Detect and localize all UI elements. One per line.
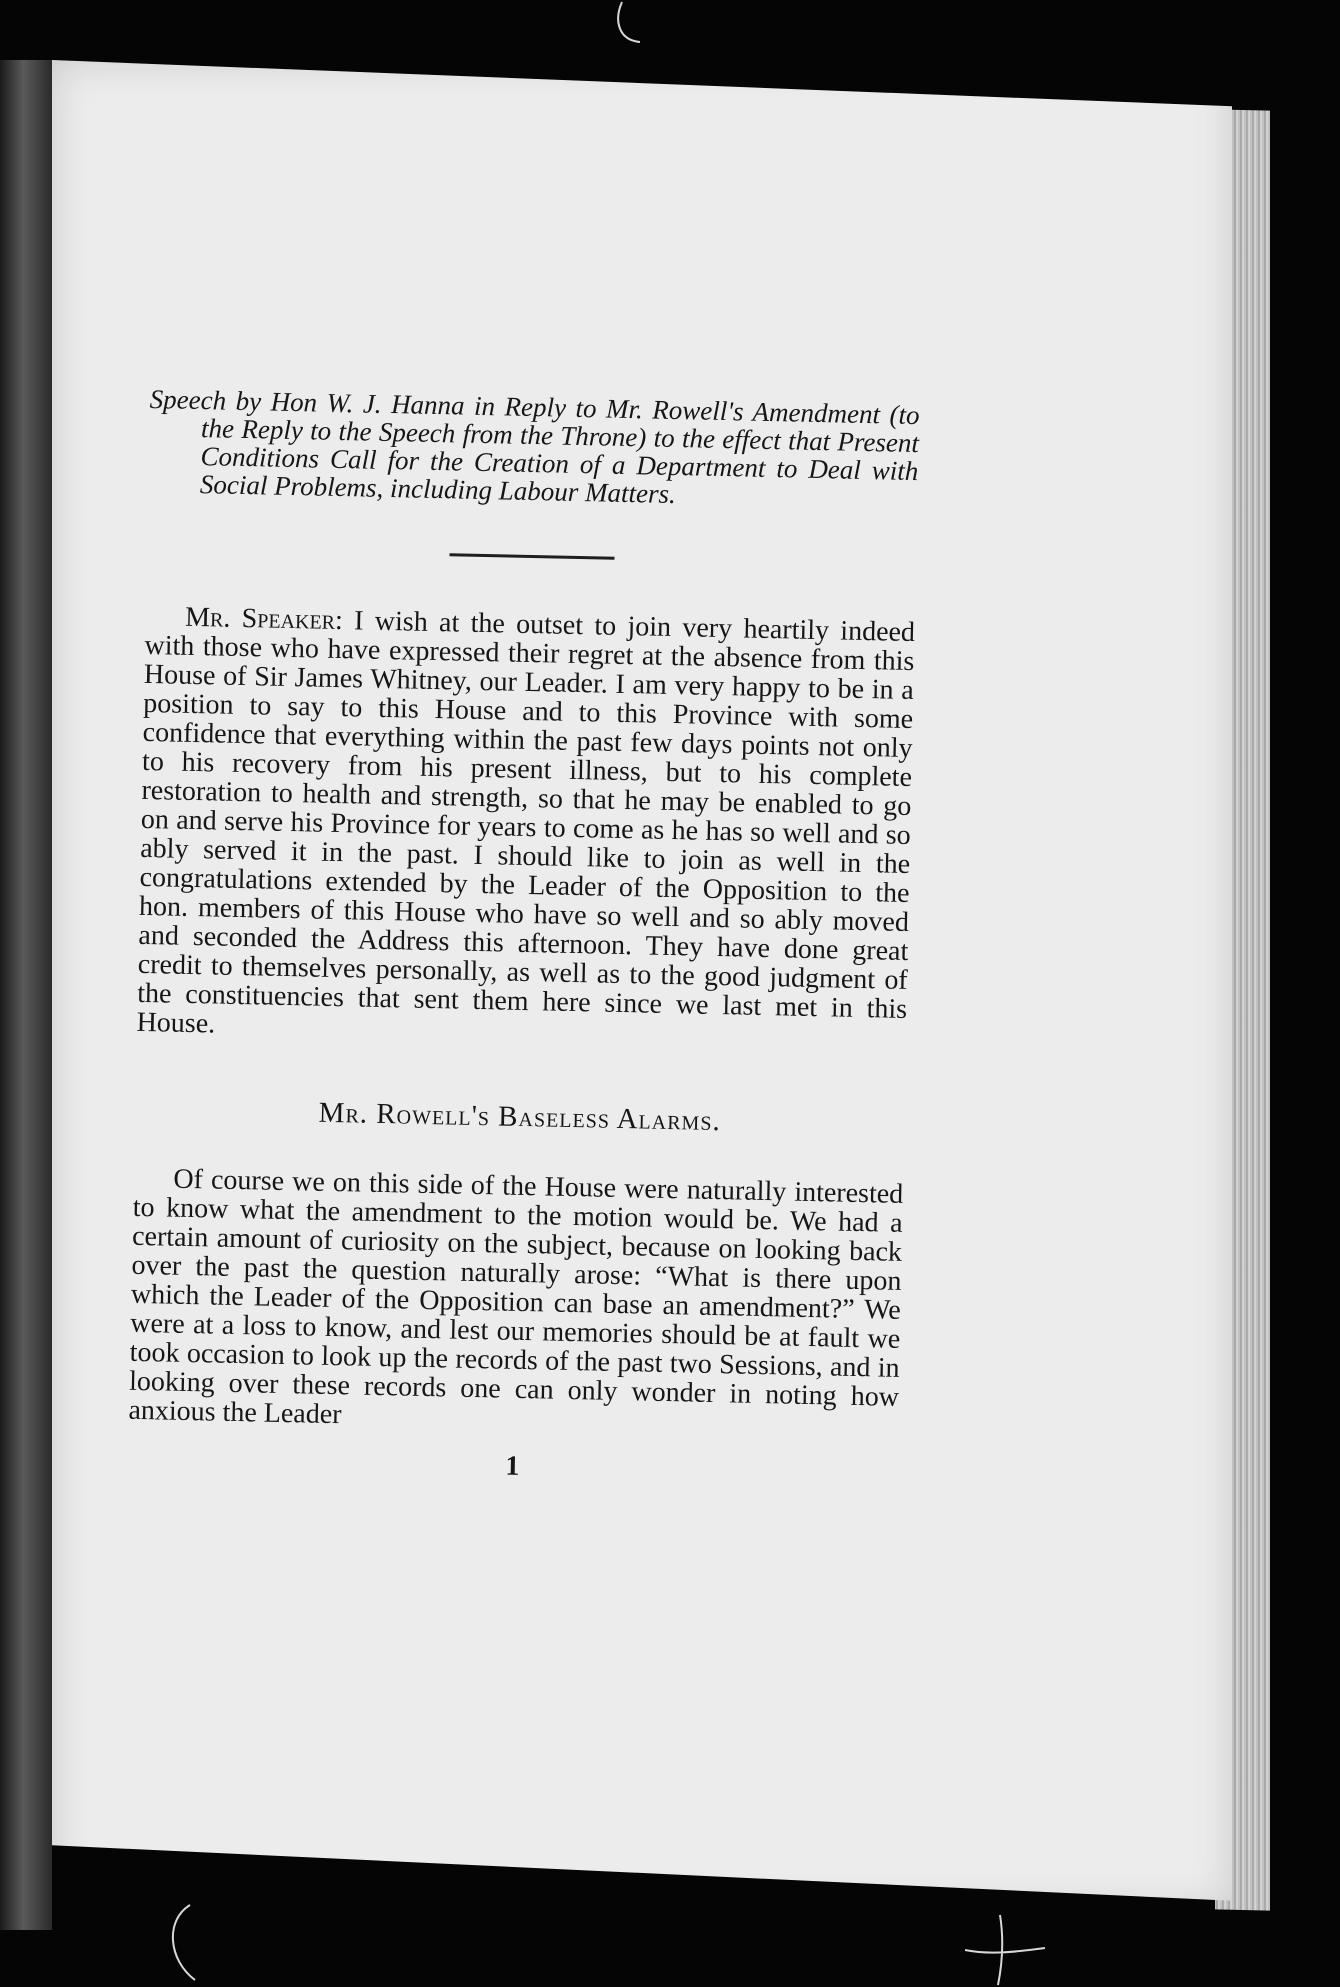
speaker-label: Mr. Speaker xyxy=(184,601,336,636)
speech-heading: Speech by Hon W. J. Hanna in Reply to Mr. Rowell's Amendment (to the Reply to the Speech from the Throne) to the effect that Present Conditions Call for the Creation of a Department to Deal with Social Problems, including Labour Matters. xyxy=(149,384,920,510)
page-number: 1 xyxy=(505,1450,520,1482)
heading-divider xyxy=(449,553,614,559)
pen-mark-top xyxy=(600,0,660,50)
opening-paragraph xyxy=(136,602,915,1053)
pen-mark-bottom-right xyxy=(960,1910,1050,1987)
second-paragraph: Of course we on this side of the House were naturally interested to know what the amendment to the motion would be. We had a certain amount of curiosity on the subject, because on looking back over the past the question naturally arose: “What is there upon which the Leader of the Opposition can base an amendment?” We were at a loss to know, and lest our memories should be at fault we took occasion to look up the records of the past two Sessions, and in looking over these records one can only wonder in noting how anxious the Leader xyxy=(128,1163,904,1431)
section-heading: Mr. Rowell's Baseless Alarms. xyxy=(318,1096,722,1138)
facing-page-edge xyxy=(0,60,52,1930)
pen-mark-bottom-left xyxy=(150,1900,210,1987)
page-content xyxy=(127,385,920,1491)
opening-paragraph-text: : I wish at the outset to join very heartily indeed with those who have expressed their regret at the absence from this House of Sir James Whitney, our Leader. I am very happy to be in a position to say to this House and to this Province with some confidence that everything within the past few days points not only to his recovery from his present illness, but to his complete restoration to health and strength, so that he may be enabled to go on and serve his Province for years to come as he has so well and so ably served it in the past. I should like to join as well in the congratulations extended by the Leader of the Opposition to the hon. members of this House who have so well and so ably moved and seconded the Address this afternoon. They have done great credit to themselves personally, as well as to the good judgment of the constituencies that sent them here since we last met in this House. xyxy=(136,604,916,1040)
